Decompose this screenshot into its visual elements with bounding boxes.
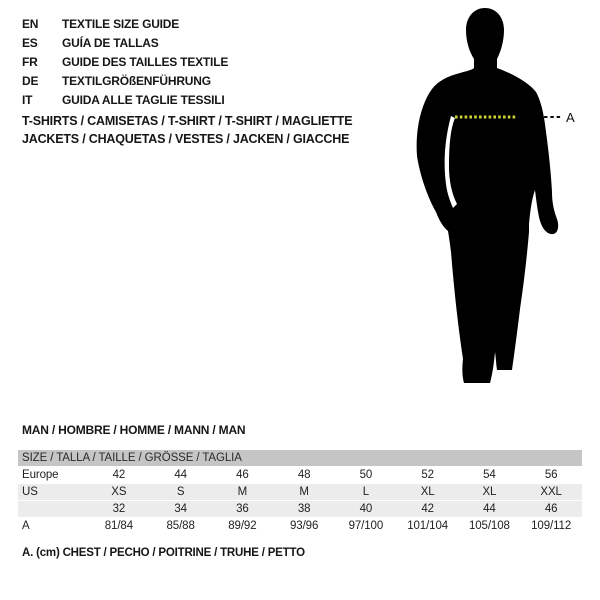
language-code: EN: [22, 17, 39, 31]
language-row-it: [22, 91, 228, 110]
size-cell: 52: [397, 467, 459, 484]
size-cell: 48: [273, 467, 335, 484]
size-cell: 42: [397, 501, 459, 518]
size-cell: 34: [150, 501, 212, 518]
size-cell: 105/108: [459, 518, 521, 535]
man-body-shape: [417, 8, 559, 383]
size-cell: 32: [88, 501, 150, 518]
language-row-fr: [22, 53, 228, 72]
size-cell: 36: [212, 501, 274, 518]
guide-title-de: TEXTILGRÖßENFÜHRUNG: [62, 74, 211, 88]
size-cell: 93/96: [273, 518, 335, 535]
guide-title-es: GUÍA DE TALLAS: [62, 36, 159, 50]
size-cell: XL: [459, 484, 521, 501]
size-cell: 44: [150, 467, 212, 484]
size-table: [18, 450, 582, 535]
garment-line-jackets: JACKETS / CHAQUETAS / VESTES / JACKEN / GIACCHE: [22, 132, 350, 146]
language-code: DE: [22, 74, 39, 88]
size-cell: 44: [459, 501, 521, 518]
measurement-footnote: A. (cm) CHEST / PECHO / POITRINE / TRUHE / PETTO: [22, 547, 305, 559]
guide-title-en: TEXTILE SIZE GUIDE: [62, 17, 180, 31]
size-table-header: SIZE / TALLA / TAILLE / GRÖSSE / TAGLIA: [18, 450, 582, 467]
language-code: IT: [22, 93, 33, 107]
table-row-us: [18, 484, 582, 501]
size-cell: S: [150, 484, 212, 501]
size-cell: M: [273, 484, 335, 501]
size-cell: 46: [520, 501, 582, 518]
size-cell: XXL: [520, 484, 582, 501]
language-row-es: [22, 34, 228, 53]
language-code: ES: [22, 36, 38, 50]
size-cell: 56: [520, 467, 582, 484]
size-cell: XL: [397, 484, 459, 501]
size-cell: 42: [88, 467, 150, 484]
size-cell: 54: [459, 467, 521, 484]
language-row-de: [22, 72, 228, 91]
table-row-chest-a: [18, 518, 582, 535]
size-table-header-row: [18, 450, 582, 467]
size-cell: 46: [212, 467, 274, 484]
language-list: [22, 15, 228, 110]
measure-label-a: A: [566, 110, 575, 125]
table-row-us-numeric: [18, 501, 582, 518]
table-row-europe: [18, 467, 582, 484]
size-cell: 101/104: [397, 518, 459, 535]
size-cell: 97/100: [335, 518, 397, 535]
guide-title-fr: GUIDE DES TAILLES TEXTILE: [62, 55, 229, 69]
man-silhouette: [400, 4, 580, 390]
row-label: US: [18, 484, 88, 501]
size-cell: 89/92: [212, 518, 274, 535]
section-title-man: MAN / HOMBRE / HOMME / MANN / MAN: [22, 423, 246, 437]
size-cell: XS: [88, 484, 150, 501]
size-cell: 81/84: [88, 518, 150, 535]
row-label: A: [18, 518, 88, 535]
row-label: Europe: [18, 467, 88, 484]
language-row-en: [22, 15, 228, 34]
language-code: FR: [22, 55, 38, 69]
guide-title-it: GUIDA ALLE TAGLIE TESSILI: [62, 93, 225, 107]
garment-line-tshirts: T-SHIRTS / CAMISETAS / T-SHIRT / T-SHIRT / MAGLIETTE: [22, 114, 353, 128]
size-cell: 38: [273, 501, 335, 518]
size-cell: L: [335, 484, 397, 501]
size-cell: 85/88: [150, 518, 212, 535]
garment-categories: [22, 112, 352, 148]
row-label: [18, 501, 88, 518]
size-cell: 50: [335, 467, 397, 484]
size-cell: 40: [335, 501, 397, 518]
size-cell: 109/112: [520, 518, 582, 535]
size-cell: M: [212, 484, 274, 501]
